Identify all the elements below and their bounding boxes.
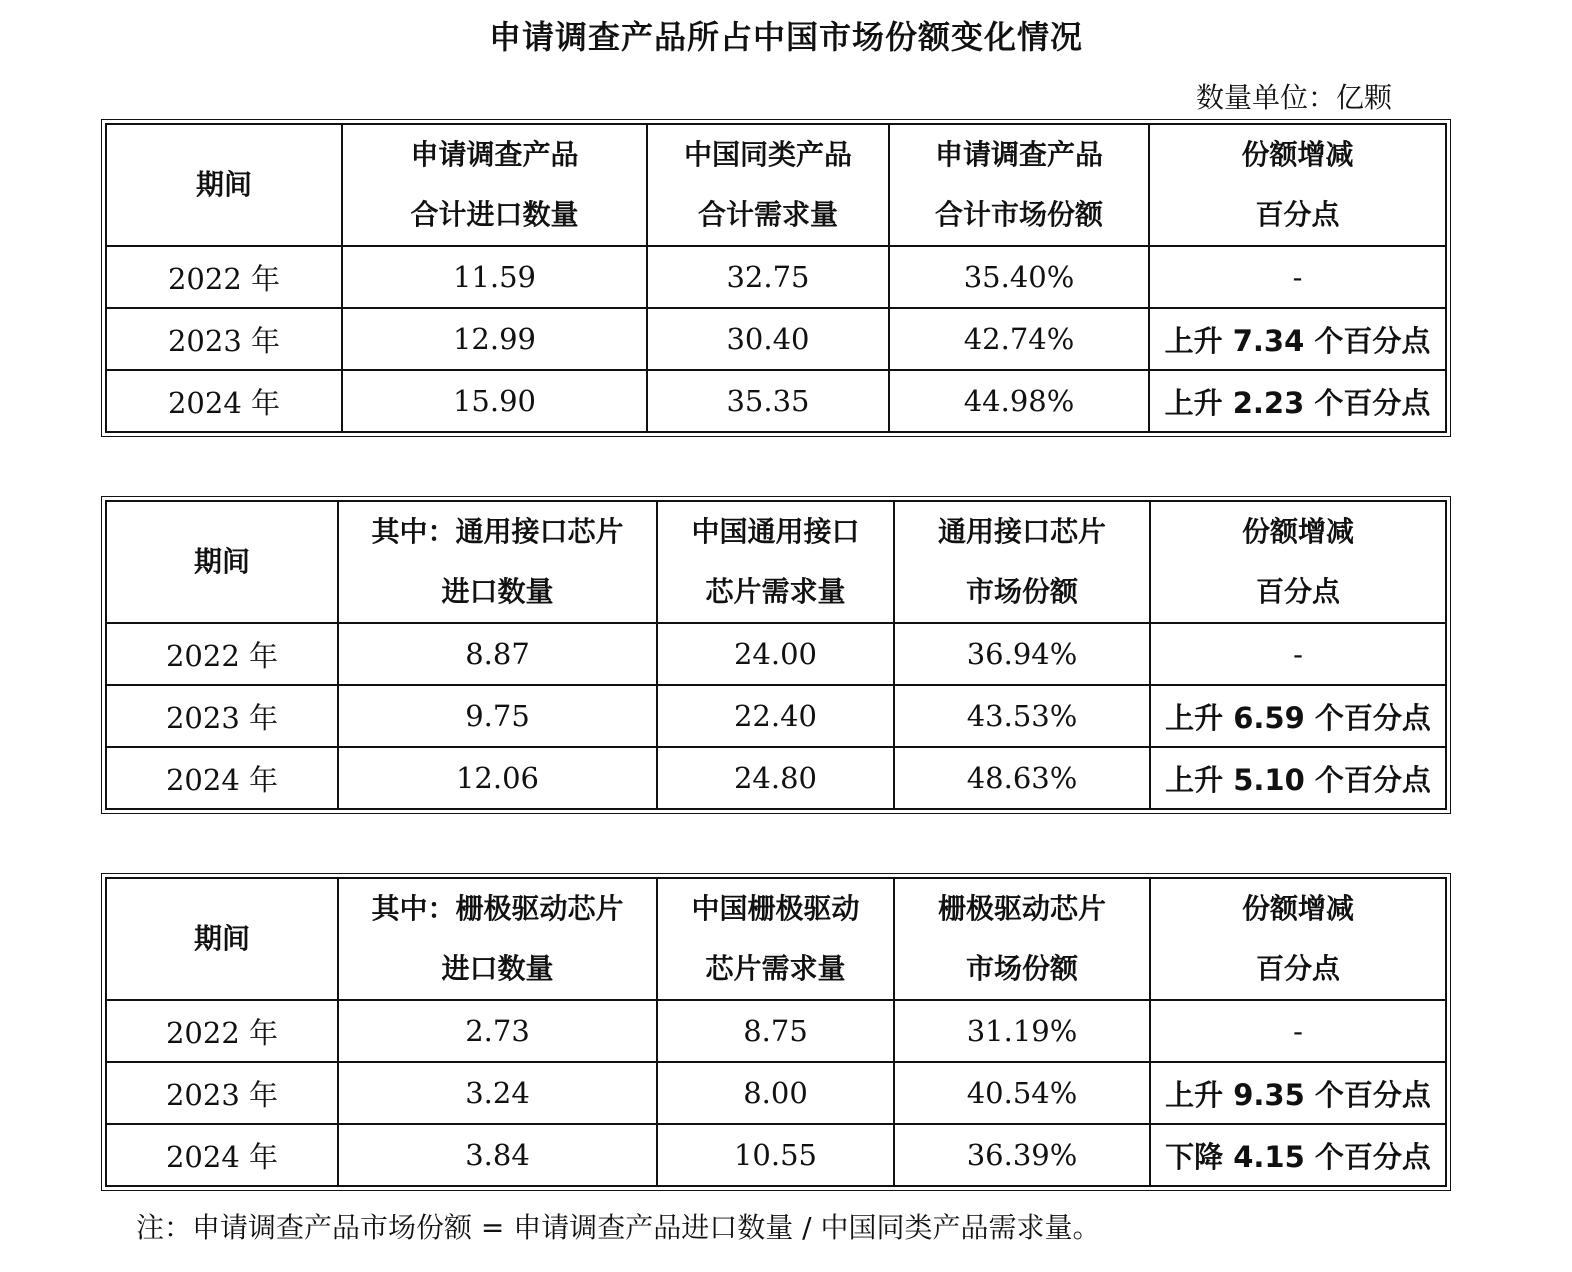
cell-market-share: 36.94% (894, 623, 1150, 685)
cell-import-qty: 15.90 (342, 370, 647, 432)
market-share-table-gate-driver-chip (101, 873, 1451, 1191)
cell-share-change: 上升 9.35 个百分点 (1150, 1062, 1446, 1124)
header-import-qty (342, 124, 647, 246)
cell-demand: 8.75 (657, 1000, 894, 1062)
header-line: 合计需求量 (697, 198, 838, 231)
cell-import-qty: 2.73 (338, 1000, 657, 1062)
table-row (106, 1000, 1446, 1062)
header-line: 其中：通用接口芯片 (371, 515, 624, 548)
cell-period: 2024 年 (106, 1124, 338, 1186)
cell-market-share: 40.54% (894, 1062, 1150, 1124)
cell-period: 2022 年 (106, 623, 338, 685)
cell-demand: 10.55 (657, 1124, 894, 1186)
header-line: 申请调查产品 (410, 138, 579, 171)
header-line: 其中：栅极驱动芯片 (371, 892, 624, 925)
page-title: 申请调查产品所占中国市场份额变化情况 (488, 18, 1083, 56)
header-import-qty (338, 501, 657, 623)
header-line: 合计市场份额 (934, 198, 1103, 231)
header-line: 市场份额 (965, 575, 1078, 608)
header-line: 进口数量 (441, 575, 554, 608)
header-line: 市场份额 (965, 952, 1078, 985)
header-line: 份额增减 (1241, 138, 1354, 171)
cell-share-change: - (1150, 623, 1446, 685)
header-line: 栅极驱动芯片 (937, 892, 1106, 925)
cell-share-change: 下降 4.15 个百分点 (1150, 1124, 1446, 1186)
header-line: 期间 (193, 545, 250, 578)
cell-demand: 8.00 (657, 1062, 894, 1124)
cell-market-share: 43.53% (894, 685, 1150, 747)
header-period (106, 878, 338, 1000)
header-period (106, 124, 342, 246)
table-row (106, 1062, 1446, 1124)
cell-import-qty: 3.84 (338, 1124, 657, 1186)
header-line: 百分点 (1255, 952, 1340, 985)
cell-demand: 24.00 (657, 623, 894, 685)
cell-period: 2024 年 (106, 747, 338, 809)
cell-market-share: 44.98% (889, 370, 1149, 432)
cell-period: 2023 年 (106, 308, 342, 370)
cell-market-share: 36.39% (894, 1124, 1150, 1186)
cell-share-change: 上升 2.23 个百分点 (1149, 370, 1446, 432)
header-line: 中国栅极驱动 (691, 892, 860, 925)
header-line: 百分点 (1255, 198, 1340, 231)
cell-share-change: 上升 5.10 个百分点 (1150, 747, 1446, 809)
cell-share-change: - (1149, 246, 1446, 308)
header-line: 合计进口数量 (410, 198, 579, 231)
cell-import-qty: 12.06 (338, 747, 657, 809)
cell-market-share: 48.63% (894, 747, 1150, 809)
cell-demand: 35.35 (647, 370, 889, 432)
header-line: 通用接口芯片 (937, 515, 1106, 548)
table-row (106, 1124, 1446, 1186)
header-share-change (1150, 878, 1446, 1000)
header-line: 申请调查产品 (934, 138, 1103, 171)
table-row (106, 685, 1446, 747)
header-demand (647, 124, 889, 246)
table-row (106, 623, 1446, 685)
cell-market-share: 31.19% (894, 1000, 1150, 1062)
table-header-row (106, 501, 1446, 623)
header-line: 期间 (195, 168, 252, 201)
header-line: 芯片需求量 (705, 575, 846, 608)
cell-import-qty: 11.59 (342, 246, 647, 308)
header-line: 进口数量 (441, 952, 554, 985)
cell-period: 2024 年 (106, 370, 342, 432)
cell-period: 2023 年 (106, 685, 338, 747)
cell-demand: 22.40 (657, 685, 894, 747)
cell-import-qty: 12.99 (342, 308, 647, 370)
table-header-row (106, 124, 1446, 246)
header-line: 中国同类产品 (683, 138, 852, 171)
header-line: 期间 (193, 922, 250, 955)
market-share-table-interface-chip (101, 496, 1451, 814)
header-demand (657, 878, 894, 1000)
cell-import-qty: 8.87 (338, 623, 657, 685)
header-line: 中国通用接口 (691, 515, 860, 548)
header-line: 份额增减 (1241, 515, 1354, 548)
market-share-table-total (101, 119, 1451, 437)
header-line: 份额增减 (1241, 892, 1354, 925)
header-demand (657, 501, 894, 623)
cell-share-change: 上升 6.59 个百分点 (1150, 685, 1446, 747)
cell-market-share: 35.40% (889, 246, 1149, 308)
cell-demand: 32.75 (647, 246, 889, 308)
cell-period: 2023 年 (106, 1062, 338, 1124)
cell-import-qty: 9.75 (338, 685, 657, 747)
header-line: 百分点 (1255, 575, 1340, 608)
header-market-share (894, 501, 1150, 623)
table-header-row (106, 878, 1446, 1000)
cell-demand: 24.80 (657, 747, 894, 809)
cell-market-share: 42.74% (889, 308, 1149, 370)
header-share-change (1149, 124, 1446, 246)
cell-period: 2022 年 (106, 246, 342, 308)
header-share-change (1150, 501, 1446, 623)
table-row (106, 308, 1446, 370)
header-import-qty (338, 878, 657, 1000)
table-row (106, 246, 1446, 308)
header-market-share (894, 878, 1150, 1000)
cell-share-change: 上升 7.34 个百分点 (1149, 308, 1446, 370)
cell-period: 2022 年 (106, 1000, 338, 1062)
cell-share-change: - (1150, 1000, 1446, 1062)
header-market-share (889, 124, 1149, 246)
header-period (106, 501, 338, 623)
unit-label: 数量单位：亿颗 (1195, 81, 1392, 114)
cell-demand: 30.40 (647, 308, 889, 370)
table-row (106, 370, 1446, 432)
header-line: 芯片需求量 (705, 952, 846, 985)
table-row (106, 747, 1446, 809)
footnote: 注：申请调查产品市场份额 = 申请调查产品进口数量 / 中国同类产品需求量。 (136, 1211, 1101, 1244)
cell-import-qty: 3.24 (338, 1062, 657, 1124)
